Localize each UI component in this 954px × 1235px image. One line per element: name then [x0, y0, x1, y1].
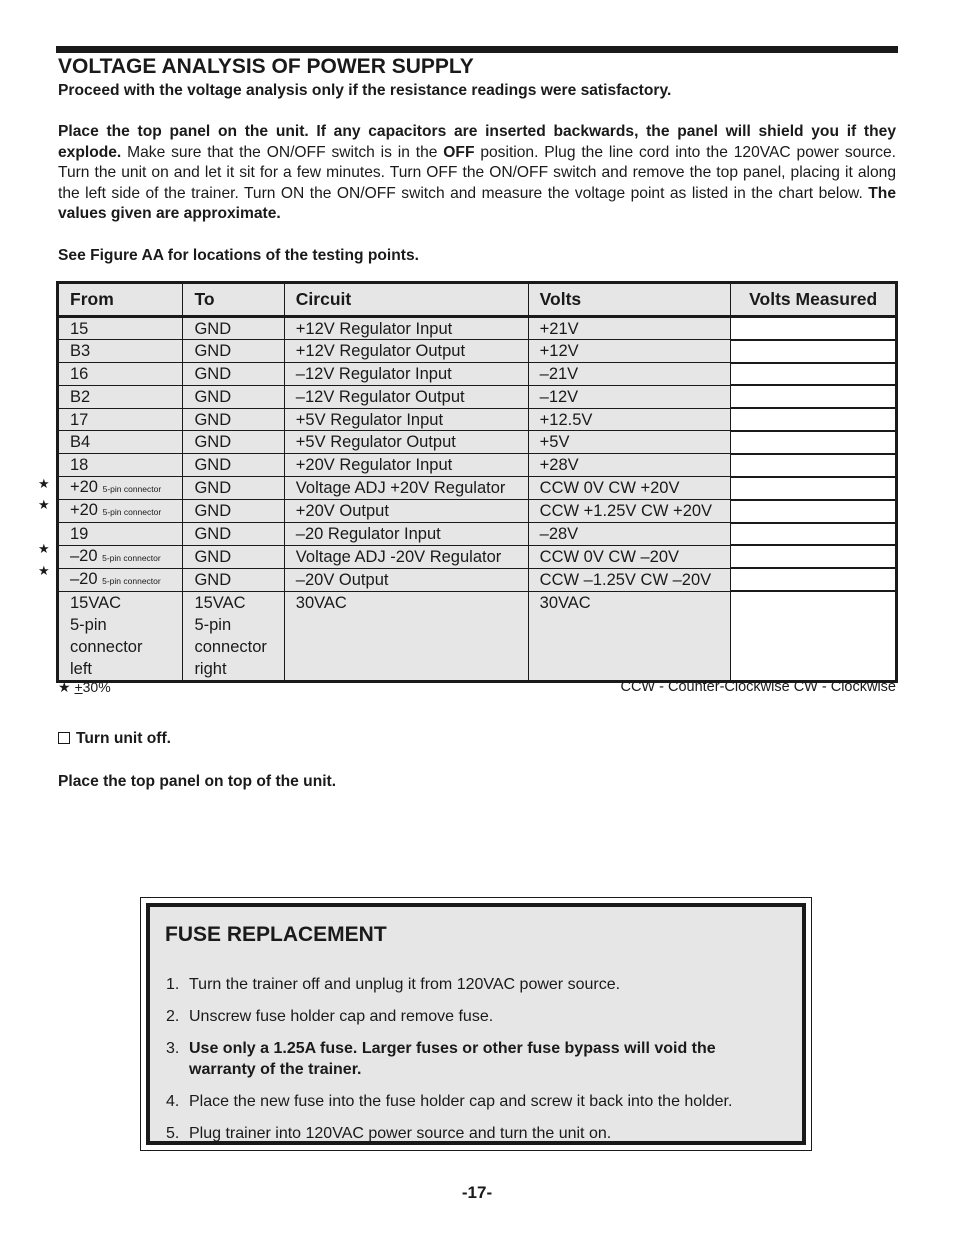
cell-circuit: –20 Regulator Input — [284, 523, 528, 546]
cell-volts-measured[interactable] — [731, 500, 897, 523]
cell-circuit: –12V Regulator Input — [284, 363, 528, 386]
off-text: OFF — [443, 143, 475, 161]
cell-to: GND — [183, 317, 284, 340]
cell-circuit: +5V Regulator Output — [284, 431, 528, 454]
header-volts-measured: Volts Measured — [731, 283, 897, 317]
tolerance-value: 30% — [82, 679, 111, 695]
table-row — [58, 408, 897, 431]
to-line: 5-pin — [194, 615, 232, 634]
star-icon: ★ — [38, 563, 50, 578]
cell-from — [58, 500, 183, 523]
cell-volts: +12V — [528, 340, 731, 363]
table-row — [58, 363, 897, 386]
cell-volts-measured[interactable] — [731, 454, 897, 477]
from-value: –20 — [70, 546, 98, 565]
cell-circuit: +20V Regulator Input — [284, 454, 528, 477]
table-row — [58, 454, 897, 477]
cell-to — [183, 591, 284, 681]
turn-off-label: Turn unit off. — [76, 730, 171, 747]
abbreviation-legend: CCW - Counter-Clockwise CW - Clockwise — [620, 679, 896, 695]
figure-reference: See Figure AA for locations of the testing points. — [58, 247, 419, 264]
cell-volts: CCW –1.25V CW –20V — [528, 568, 731, 591]
cell-volts: –21V — [528, 363, 731, 386]
from-value: +20 — [70, 478, 98, 497]
cell-from: B2 — [58, 385, 183, 408]
step-number: 2. — [166, 1008, 180, 1025]
cell-volts-measured[interactable] — [731, 385, 897, 408]
fuse-replacement-panel — [146, 903, 806, 1145]
cell-volts-measured[interactable] — [731, 591, 897, 681]
header-to: To — [183, 283, 284, 317]
connector-note: 5-pin connector — [102, 575, 161, 586]
section-heading: VOLTAGE ANALYSIS OF POWER SUPPLY — [58, 55, 474, 78]
cell-volts-measured[interactable] — [731, 431, 897, 454]
from-value: –20 — [70, 569, 98, 588]
star-icon: ★ — [38, 476, 50, 491]
from-line: 5-pin — [70, 615, 107, 634]
table-row — [58, 477, 897, 500]
table-row — [58, 500, 897, 523]
cell-volts: 30VAC — [528, 591, 731, 681]
list-item — [166, 1123, 786, 1144]
instructions-paragraph — [58, 122, 896, 225]
step-text: Place the new fuse into the fuse holder cap and screw it back into the holder. — [189, 1093, 733, 1110]
cell-volts: –12V — [528, 385, 731, 408]
table-row — [58, 431, 897, 454]
header-circuit: Circuit — [284, 283, 528, 317]
fuse-title: FUSE REPLACEMENT — [165, 923, 387, 946]
cell-to: GND — [183, 431, 284, 454]
step-text: Use only a 1.25A fuse. Larger fuses or other fuse bypass will void the warranty of the trainer. — [189, 1040, 716, 1078]
table-row — [58, 385, 897, 408]
cell-circuit: +20V Output — [284, 500, 528, 523]
cell-from: 19 — [58, 523, 183, 546]
cell-volts: –28V — [528, 523, 731, 546]
table-row — [58, 568, 897, 591]
place-panel-text: Place the top panel on top of the unit. — [58, 773, 337, 790]
cell-circuit: –12V Regulator Output — [284, 385, 528, 408]
cell-volts-measured[interactable] — [731, 545, 897, 568]
cell-circuit: Voltage ADJ +20V Regulator — [284, 477, 528, 500]
cell-to: GND — [183, 385, 284, 408]
table-row — [58, 523, 897, 546]
list-item — [166, 1006, 786, 1027]
connector-note: 5-pin connector — [102, 484, 162, 495]
cell-from — [58, 545, 183, 568]
header-from: From — [58, 283, 183, 317]
cell-volts: +5V — [528, 431, 731, 454]
list-item — [166, 1091, 786, 1112]
from-line: connector — [70, 637, 143, 656]
checkbox-icon[interactable] — [58, 732, 70, 744]
table-row — [58, 591, 897, 681]
cell-to: GND — [183, 500, 284, 523]
page-number: -17- — [461, 1183, 493, 1202]
cell-volts-measured[interactable] — [731, 477, 897, 500]
step-number: 3. — [166, 1040, 180, 1057]
from-line: 15VAC — [70, 593, 122, 612]
list-item — [166, 974, 786, 995]
cell-to: GND — [183, 454, 284, 477]
tolerance-note — [58, 679, 111, 696]
cell-volts-measured[interactable] — [731, 408, 897, 431]
connector-note: 5-pin connector — [102, 507, 162, 518]
step-text: Unscrew fuse holder cap and remove fuse. — [189, 1008, 494, 1025]
cell-volts: +12.5V — [528, 408, 731, 431]
cell-from: 15 — [58, 317, 183, 340]
star-icon: ★ — [38, 497, 50, 512]
intro-text: Proceed with the voltage analysis only if the resistance readings were satisfactory. — [58, 82, 672, 99]
fuse-replacement-box — [140, 897, 812, 1151]
star-icon: ★ — [38, 541, 50, 556]
cell-to: GND — [183, 545, 284, 568]
table-row — [58, 317, 897, 340]
to-line: right — [194, 659, 227, 678]
cell-to: GND — [183, 523, 284, 546]
fuse-steps — [166, 974, 786, 1155]
instructions-text-2: position. Plug the line cord into the 120VAC power source. Turn the unit on and let it sit for a few minutes. Turn OFF the ON/OFF switch and remove the top panel, placing it along the left side of the trainer. Turn ON the ON/OFF switch and measure the voltage point as listed in the chart below. — [58, 143, 896, 202]
cell-from: B3 — [58, 340, 183, 363]
to-line: connector — [194, 637, 267, 656]
plus-minus-sign: + — [74, 679, 83, 695]
cell-from — [58, 591, 183, 681]
cell-from: 18 — [58, 454, 183, 477]
step-number: 4. — [166, 1093, 180, 1110]
warning-text: Place the top panel on the unit. If any capacitors are inserted backwards, the panel will shield you if they explode. — [58, 123, 896, 161]
cell-circuit: Voltage ADJ -20V Regulator — [284, 545, 528, 568]
cell-circuit: +5V Regulator Input — [284, 408, 528, 431]
cell-volts-measured[interactable] — [731, 317, 897, 340]
cell-from: B4 — [58, 431, 183, 454]
approximate-note: The values given are approximate. — [58, 184, 896, 223]
step-number: 1. — [166, 976, 180, 993]
cell-volts: CCW +1.25V CW +20V — [528, 500, 731, 523]
cell-volts: CCW 0V CW –20V — [528, 545, 731, 568]
cell-circuit: +12V Regulator Output — [284, 340, 528, 363]
cell-circuit: –20V Output — [284, 568, 528, 591]
cell-from — [58, 568, 183, 591]
cell-to: GND — [183, 408, 284, 431]
header-volts: Volts — [528, 283, 731, 317]
cell-to: GND — [183, 477, 284, 500]
step-text: Plug trainer into 120VAC power source and turn the unit on. — [189, 1125, 612, 1142]
table-row — [58, 340, 897, 363]
step-number: 5. — [166, 1125, 180, 1142]
cell-to: GND — [183, 568, 284, 591]
cell-to: GND — [183, 363, 284, 386]
cell-from: 17 — [58, 408, 183, 431]
cell-to: GND — [183, 340, 284, 363]
cell-volts: +28V — [528, 454, 731, 477]
top-rule — [56, 46, 898, 53]
list-item — [166, 1038, 786, 1080]
cell-circuit: +12V Regulator Input — [284, 317, 528, 340]
connector-note: 5-pin connector — [102, 552, 161, 563]
from-line: left — [70, 659, 93, 678]
cell-volts-measured[interactable] — [731, 340, 897, 363]
turn-off-step — [58, 729, 896, 750]
star-icon: ★ — [58, 679, 71, 695]
table-row — [58, 545, 897, 568]
cell-volts-measured[interactable] — [731, 568, 897, 591]
cell-circuit: 30VAC — [284, 591, 528, 681]
voltage-table — [56, 281, 898, 683]
cell-volts: +21V — [528, 317, 731, 340]
from-value: +20 — [70, 501, 98, 520]
cell-volts: CCW 0V CW +20V — [528, 477, 731, 500]
cell-volts-measured[interactable] — [731, 523, 897, 546]
step-text: Turn the trainer off and unplug it from 120VAC power source. — [189, 976, 621, 993]
cell-from — [58, 477, 183, 500]
instructions-text-1: Make sure that the ON/OFF switch is in the — [121, 143, 444, 161]
table-header-row — [58, 283, 897, 317]
to-line: 15VAC — [194, 593, 246, 612]
cell-volts-measured[interactable] — [731, 363, 897, 386]
cell-from: 16 — [58, 363, 183, 386]
